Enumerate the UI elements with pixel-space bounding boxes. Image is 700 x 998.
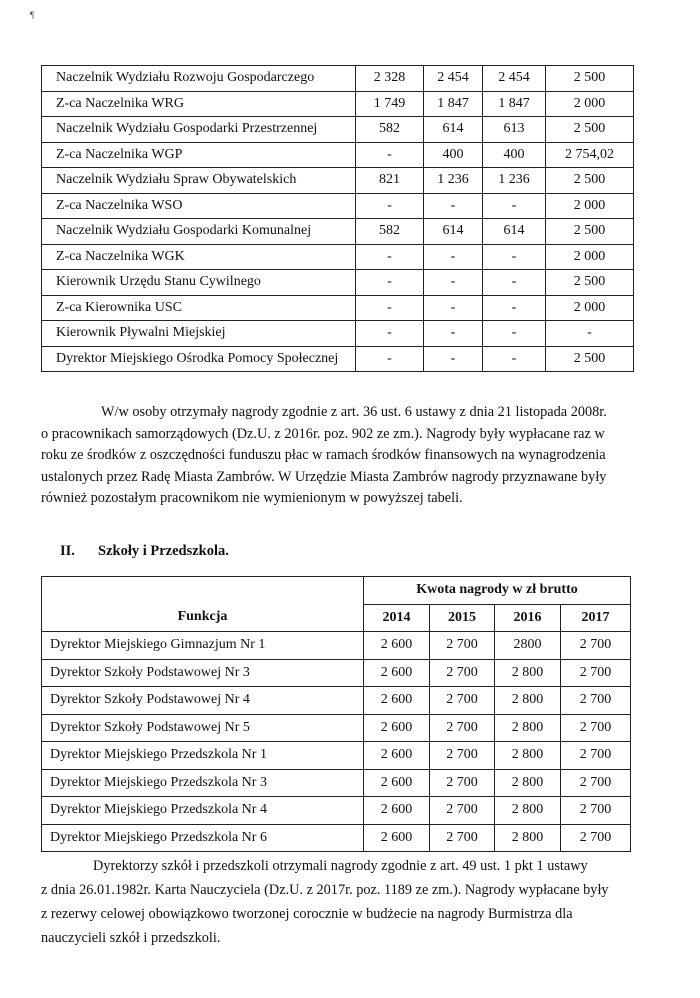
cell-value: 1 236 xyxy=(483,168,546,194)
cell-value: 2 600 xyxy=(364,659,430,687)
cell-value: - xyxy=(424,321,483,347)
cell-value: 2 500 xyxy=(546,168,634,194)
cell-value: 2 000 xyxy=(546,91,634,117)
cell-value: 2 700 xyxy=(430,632,495,660)
cell-value: - xyxy=(424,346,483,372)
section-number: II. xyxy=(60,543,75,559)
cell-value: 2 700 xyxy=(561,687,631,715)
table-row xyxy=(42,687,631,715)
cell-value: 2 700 xyxy=(561,742,631,770)
cell-value: 2 600 xyxy=(364,742,430,770)
cell-function: Z-ca Kierownika USC xyxy=(42,295,356,321)
table-row xyxy=(42,321,634,347)
cell-value: 613 xyxy=(483,117,546,143)
cell-value: - xyxy=(356,295,424,321)
table-row xyxy=(42,193,634,219)
cell-value: - xyxy=(483,244,546,270)
cell-value: 2 000 xyxy=(546,244,634,270)
cell-value: 400 xyxy=(424,142,483,168)
paragraph-line: W/w osoby otrzymały nagrody zgodnie z art. 36 ust. 6 ustawy z dnia 21 listopada 2008r. xyxy=(101,404,607,420)
cell-value: 2 000 xyxy=(546,295,634,321)
cell-value: 2 700 xyxy=(430,797,495,825)
cell-value: 2 500 xyxy=(546,346,634,372)
cell-value: 1 236 xyxy=(424,168,483,194)
table-row xyxy=(42,66,634,92)
paragraph-line: również pozostałym pracownikom nie wymienionym w powyższej tabeli. xyxy=(41,490,463,506)
table-row xyxy=(42,91,634,117)
cell-value: 2 700 xyxy=(430,714,495,742)
cell-value: 2 700 xyxy=(561,769,631,797)
paragraph-line: ustalonych przez Radę Miasta Zambrów. W Urzędzie Miasta Zambrów nagrody przyznawane były xyxy=(41,468,607,485)
cell-value: 2 800 xyxy=(495,769,561,797)
table-row xyxy=(42,244,634,270)
cell-value: 2 600 xyxy=(364,687,430,715)
cell-function: Z-ca Naczelnika WGK xyxy=(42,244,356,270)
table-row xyxy=(42,142,634,168)
cell-value: - xyxy=(424,244,483,270)
cell-value: 821 xyxy=(356,168,424,194)
cell-value: 2 700 xyxy=(561,824,631,852)
cell-function: Naczelnik Wydziału Gospodarki Przestrzennej xyxy=(42,117,356,143)
cell-value: - xyxy=(483,346,546,372)
paragraph-officials-awards xyxy=(41,402,635,510)
scan-mark: ¶ xyxy=(30,10,35,20)
cell-value: 2 700 xyxy=(430,659,495,687)
cell-function: Dyrektor Miejskiego Przedszkola Nr 1 xyxy=(42,742,364,770)
paragraph-line: o pracownikach samorządowych (Dz.U. z 2016r. poz. 902 ze zm.). Nagrody były wypłacane raz w xyxy=(41,425,605,442)
cell-value: - xyxy=(483,295,546,321)
cell-value: 1 749 xyxy=(356,91,424,117)
cell-value: - xyxy=(356,142,424,168)
column-header-year: 2015 xyxy=(430,604,495,632)
cell-value: 2 700 xyxy=(561,797,631,825)
cell-value: 2 700 xyxy=(561,632,631,660)
cell-value: 614 xyxy=(483,219,546,245)
cell-function: Kierownik Urzędu Stanu Cywilnego xyxy=(42,270,356,296)
cell-value: - xyxy=(356,244,424,270)
cell-value: 2800 xyxy=(495,632,561,660)
paragraph-line: nauczycieli szkół i przedszkoli. xyxy=(41,930,221,946)
cell-function: Z-ca Naczelnika WSO xyxy=(42,193,356,219)
paragraph-schools-awards xyxy=(41,854,635,950)
cell-function: Dyrektor Miejskiego Przedszkola Nr 4 xyxy=(42,797,364,825)
cell-function: Z-ca Naczelnika WGP xyxy=(42,142,356,168)
column-header-function: Funkcja xyxy=(42,577,364,632)
paragraph-line: roku ze środków z oszczędności funduszu płac w ramach środków finansowych na wynagrodzenia xyxy=(41,447,606,463)
table-row xyxy=(42,742,631,770)
table-row xyxy=(42,659,631,687)
table-row xyxy=(42,168,634,194)
table-row xyxy=(42,769,631,797)
cell-value: 2 700 xyxy=(430,769,495,797)
section-title: Szkoły i Przedszkola. xyxy=(98,543,229,559)
cell-function: Naczelnik Wydziału Gospodarki Komunalnej xyxy=(42,219,356,245)
cell-value: 2 800 xyxy=(495,824,561,852)
cell-function: Dyrektor Szkoły Podstawowej Nr 3 xyxy=(42,659,364,687)
table-row xyxy=(42,219,634,245)
cell-function: Dyrektor Miejskiego Gimnazjum Nr 1 xyxy=(42,632,364,660)
cell-function: Z-ca Naczelnika WRG xyxy=(42,91,356,117)
cell-value: 2 600 xyxy=(364,797,430,825)
cell-value: 2 328 xyxy=(356,66,424,92)
cell-value: 2 000 xyxy=(546,193,634,219)
section-heading xyxy=(60,543,229,560)
cell-value: 1 847 xyxy=(483,91,546,117)
cell-value: 2 700 xyxy=(430,687,495,715)
cell-value: 2 800 xyxy=(495,687,561,715)
cell-value: 614 xyxy=(424,117,483,143)
cell-value: - xyxy=(356,321,424,347)
cell-value: 2 700 xyxy=(561,659,631,687)
cell-function: Dyrektor Miejskiego Przedszkola Nr 3 xyxy=(42,769,364,797)
cell-value: 2 700 xyxy=(430,742,495,770)
cell-function: Dyrektor Szkoły Podstawowej Nr 4 xyxy=(42,687,364,715)
cell-value: 582 xyxy=(356,117,424,143)
cell-value: 614 xyxy=(424,219,483,245)
cell-value: 2 500 xyxy=(546,66,634,92)
cell-value: - xyxy=(424,270,483,296)
column-header-amount: Kwota nagrody w zł brutto xyxy=(364,577,631,605)
cell-value: 2 600 xyxy=(364,824,430,852)
table-row xyxy=(42,270,634,296)
cell-value: 2 454 xyxy=(483,66,546,92)
column-header-year: 2017 xyxy=(561,604,631,632)
cell-value: - xyxy=(483,270,546,296)
cell-value: 2 454 xyxy=(424,66,483,92)
paragraph-line: Dyrektorzy szkół i przedszkoli otrzymali nagrody zgodnie z art. 49 ust. 1 pkt 1 ustawy xyxy=(93,858,588,874)
cell-value: 2 800 xyxy=(495,714,561,742)
cell-value: 2 800 xyxy=(495,797,561,825)
cell-value: - xyxy=(546,321,634,347)
cell-function: Kierownik Pływalni Miejskiej xyxy=(42,321,356,347)
table-row xyxy=(42,714,631,742)
table-row xyxy=(42,117,634,143)
cell-function: Naczelnik Wydziału Rozwoju Gospodarczego xyxy=(42,66,356,92)
column-header-year: 2014 xyxy=(364,604,430,632)
cell-value: 2 600 xyxy=(364,632,430,660)
cell-value: 2 500 xyxy=(546,270,634,296)
cell-value: - xyxy=(356,193,424,219)
cell-value: 2 500 xyxy=(546,219,634,245)
cell-value: 400 xyxy=(483,142,546,168)
table-row xyxy=(42,295,634,321)
cell-function: Dyrektor Miejskiego Przedszkola Nr 6 xyxy=(42,824,364,852)
schools-awards-table xyxy=(41,576,631,852)
cell-value: - xyxy=(424,295,483,321)
cell-value: 1 847 xyxy=(424,91,483,117)
cell-value: - xyxy=(356,270,424,296)
cell-function: Naczelnik Wydziału Spraw Obywatelskich xyxy=(42,168,356,194)
column-header-year: 2016 xyxy=(495,604,561,632)
table-row xyxy=(42,346,634,372)
cell-value: - xyxy=(483,193,546,219)
cell-value: 2 700 xyxy=(561,714,631,742)
cell-value: 2 700 xyxy=(430,824,495,852)
cell-function: Dyrektor Szkoły Podstawowej Nr 5 xyxy=(42,714,364,742)
cell-value: - xyxy=(483,321,546,347)
cell-value: 582 xyxy=(356,219,424,245)
cell-value: 2 500 xyxy=(546,117,634,143)
cell-function: Dyrektor Miejskiego Ośrodka Pomocy Społecznej xyxy=(42,346,356,372)
cell-value: 2 600 xyxy=(364,769,430,797)
cell-value: - xyxy=(356,346,424,372)
cell-value: 2 600 xyxy=(364,714,430,742)
table-row xyxy=(42,797,631,825)
officials-awards-table xyxy=(41,65,634,372)
table-row xyxy=(42,824,631,852)
cell-value: 2 800 xyxy=(495,659,561,687)
paragraph-line: z rezerwy celowej obowiązkowo tworzonej corocznie w budżecie na nagrody Burmistrza dla xyxy=(41,906,573,922)
cell-value: 2 754,02 xyxy=(546,142,634,168)
cell-value: 2 800 xyxy=(495,742,561,770)
cell-value: - xyxy=(424,193,483,219)
table-row xyxy=(42,632,631,660)
paragraph-line: z dnia 26.01.1982r. Karta Nauczyciela (Dz.U. z 2017r. poz. 1189 ze zm.). Nagrody wypłacane były xyxy=(41,882,609,898)
